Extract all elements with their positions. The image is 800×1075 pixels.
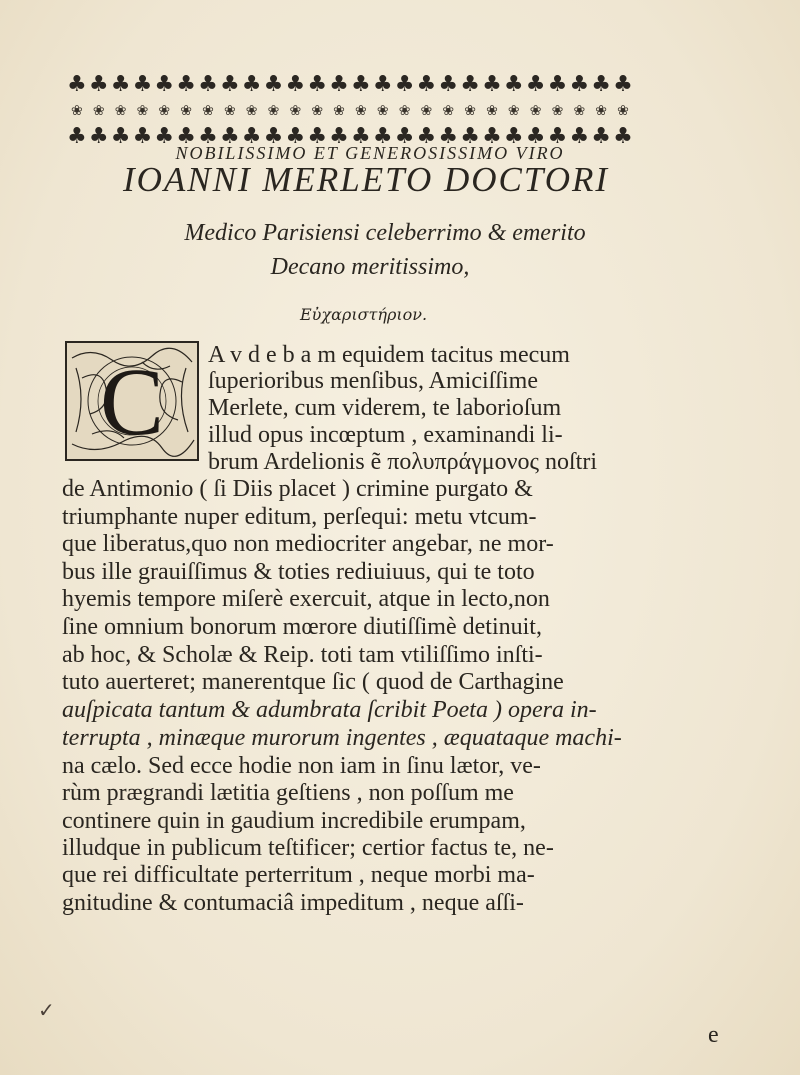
ornament-glyph-icon: ♣ bbox=[482, 72, 502, 97]
ornament-glyph-icon: ♣ bbox=[110, 124, 131, 149]
ornament-glyph-icon: ❀ bbox=[71, 103, 83, 119]
ornament-glyph-icon: ♣ bbox=[285, 124, 306, 149]
ornament-glyph-icon: ♣ bbox=[372, 124, 393, 149]
body-line: continere quin in gaudium incredibile erumpam, bbox=[62, 808, 526, 834]
ornament-row-top bbox=[66, 72, 634, 98]
body-line: Merlete, cum viderem, te laborioſum bbox=[208, 395, 562, 421]
body-line: bus ille grauiſſimus & toties rediuiuus, qui te toto bbox=[62, 559, 535, 585]
ornament-glyph-icon: ♣ bbox=[241, 72, 262, 97]
ornament-glyph-icon: ♣ bbox=[460, 124, 480, 149]
ornament-glyph-icon: ♣ bbox=[307, 72, 328, 97]
ornament-glyph-icon: ❀ bbox=[202, 103, 214, 119]
body-line: hyemis tempore miſerè exercuit, atque in lecto,non bbox=[62, 586, 550, 612]
body-line: brum Ardelionis ẽ πολυπράγμονος noſtri bbox=[208, 449, 598, 475]
ornament-glyph-icon: ♣ bbox=[372, 72, 393, 97]
ornament-glyph-icon: ♣ bbox=[329, 72, 349, 97]
ornament-glyph-icon: ♣ bbox=[394, 72, 415, 97]
body-line: illudque in publicum teſtificer; certior factus te, ne- bbox=[62, 835, 554, 861]
ornament-glyph-icon: ♣ bbox=[460, 72, 480, 97]
ornament-glyph-icon: ❀ bbox=[507, 103, 520, 119]
ornament-glyph-icon: ❀ bbox=[529, 103, 542, 119]
ornament-glyph-icon: ♣ bbox=[132, 124, 153, 149]
body-line: triumphante nuper editum, perſequi: metu vtcum- bbox=[62, 504, 537, 530]
ornament-glyph-icon: ♣ bbox=[67, 124, 87, 149]
ornament-glyph-icon: ❀ bbox=[92, 103, 105, 119]
ornament-glyph-icon: ♣ bbox=[198, 72, 218, 97]
ornament-glyph-icon: ❀ bbox=[267, 103, 280, 119]
ornament-glyph-icon: ♣ bbox=[503, 72, 524, 97]
ornament-glyph-icon: ♣ bbox=[569, 72, 590, 97]
ornament-glyph-icon: ❀ bbox=[573, 103, 586, 119]
ornament-glyph-icon: ❀ bbox=[464, 103, 476, 119]
ornament-glyph-icon: ❀ bbox=[136, 103, 149, 119]
ornament-glyph-icon: ♣ bbox=[110, 72, 131, 97]
body-line: A v d e b a m equidem tacitus mecum bbox=[208, 342, 570, 368]
ornament-glyph-icon: ♣ bbox=[394, 124, 415, 149]
ornament-glyph-icon: ♣ bbox=[198, 124, 218, 149]
ornament-glyph-icon: ♣ bbox=[416, 72, 437, 97]
body-line: que rei difficultate perterritum , neque morbi ma- bbox=[62, 862, 535, 888]
body-line: illud opus incœptum , examinandi li- bbox=[208, 422, 563, 448]
ornament-glyph-icon: ♣ bbox=[219, 72, 240, 97]
dedication-line-3: Medico Parisiensi celeberrimo & emerito bbox=[184, 220, 586, 246]
ornament-glyph-icon: ♣ bbox=[416, 124, 437, 149]
ornament-glyph-icon: ♣ bbox=[67, 72, 87, 97]
body-line: que liberatus,quo non mediocriter angebar, ne mor- bbox=[62, 531, 554, 557]
ornament-glyph-icon: ♣ bbox=[263, 72, 284, 97]
body-line: ſuperioribus menſibus, Amiciſſime bbox=[208, 368, 538, 394]
ornament-glyph-icon: ♣ bbox=[219, 124, 240, 149]
ornament-glyph-icon: ♣ bbox=[503, 124, 524, 149]
ornament-glyph-icon: ❀ bbox=[289, 103, 302, 119]
ornament-glyph-icon: ❀ bbox=[486, 103, 498, 119]
ornament-glyph-icon: ❀ bbox=[311, 103, 324, 119]
ornament-glyph-icon: ♣ bbox=[241, 124, 262, 149]
ornament-glyph-icon: ♣ bbox=[88, 124, 109, 149]
decorated-initial bbox=[62, 338, 202, 464]
ornament-glyph-icon: ♣ bbox=[613, 124, 633, 149]
ornament-glyph-icon: ❀ bbox=[158, 103, 171, 119]
body-line: gnitudine & contumaciâ impeditum , neque aſſi- bbox=[62, 890, 524, 916]
ornament-glyph-icon: ♣ bbox=[307, 124, 328, 149]
ornament-glyph-icon: ♣ bbox=[525, 72, 546, 97]
marginal-mark: ✓ bbox=[38, 998, 55, 1022]
body-line: na cælo. Sed ecce hodie non iam in ſinu lætor, ve- bbox=[62, 753, 541, 779]
ornament-glyph-icon: ♣ bbox=[329, 124, 349, 149]
ornament-glyph-icon: ❀ bbox=[376, 103, 389, 119]
ornament-glyph-icon: ♣ bbox=[482, 124, 502, 149]
body-line: de Antimonio ( ſi Diis placet ) crimine purgato & bbox=[62, 476, 533, 502]
ornament-glyph-icon: ♣ bbox=[438, 72, 459, 97]
catchword: e bbox=[708, 1022, 719, 1048]
ornament-glyph-icon: ♣ bbox=[613, 72, 633, 97]
ornament-glyph-icon: ❀ bbox=[420, 103, 433, 119]
ornament-glyph-icon: ❀ bbox=[355, 103, 367, 119]
body-line: auſpicata tantum & adumbrata ſcribit Poeta ) opera in- bbox=[62, 697, 597, 723]
body-line: ſine omnium bonorum mœrore diutiſſimè detinuit, bbox=[62, 614, 542, 640]
ornament-glyph-icon: ❀ bbox=[442, 103, 455, 119]
ornament-glyph-icon: ♣ bbox=[591, 124, 612, 149]
ornament-glyph-icon: ♣ bbox=[154, 72, 175, 97]
dedication-line-1: NOBILISSIMO ET GENEROSISSIMO VIRO bbox=[175, 143, 565, 163]
ornament-glyph-icon: ♣ bbox=[351, 124, 371, 149]
ornament-glyph-icon: ❀ bbox=[180, 103, 192, 119]
ornament-glyph-icon: ♣ bbox=[285, 72, 306, 97]
ornament-glyph-icon: ❀ bbox=[245, 103, 258, 119]
ornament-glyph-icon: ♣ bbox=[176, 124, 196, 149]
ornament-glyph-icon: ♣ bbox=[591, 72, 612, 97]
body-line: rùm prægrandi lætitia geſtiens , non poſſum me bbox=[62, 780, 514, 806]
ornament-glyph-icon: ♣ bbox=[132, 72, 153, 97]
dedicatee-name: IOANNI MERLETO DOCTORI bbox=[122, 160, 610, 199]
ornament-glyph-icon: ♣ bbox=[547, 124, 568, 149]
ornament-glyph-icon: ❀ bbox=[333, 103, 345, 119]
ornament-glyph-icon: ❀ bbox=[617, 103, 629, 119]
body-line: tuto auerteret; manerentque ſic ( quod de Carthagine bbox=[62, 669, 564, 695]
ornament-glyph-icon: ❀ bbox=[595, 103, 608, 119]
ornament-glyph-icon: ♣ bbox=[154, 124, 175, 149]
ornament-glyph-icon: ♣ bbox=[351, 72, 371, 97]
initial-letter: C bbox=[99, 348, 165, 455]
ornament-glyph-icon: ❀ bbox=[223, 103, 236, 119]
ornament-glyph-icon: ❀ bbox=[551, 103, 564, 119]
body-line: ab hoc, & Scholæ & Reip. toti tam vtiliſſimo inſti- bbox=[62, 642, 543, 668]
ornament-glyph-icon: ♣ bbox=[547, 72, 568, 97]
ornament-glyph-icon: ♣ bbox=[88, 72, 109, 97]
ornament-glyph-icon: ♣ bbox=[176, 72, 196, 97]
body-line: terrupta , minæque murorum ingentes , æquataque machi- bbox=[62, 725, 622, 751]
ornament-glyph-icon: ♣ bbox=[525, 124, 546, 149]
head-ornament-band bbox=[66, 72, 634, 150]
dedication-line-4: Decano meritissimo, bbox=[270, 254, 470, 280]
ornament-glyph-icon: ♣ bbox=[569, 124, 590, 149]
ornament-glyph-icon: ❀ bbox=[398, 103, 411, 119]
ornament-row-middle bbox=[66, 101, 634, 121]
greek-subtitle: Εὐχαριστήριον. bbox=[300, 305, 428, 324]
ornament-glyph-icon: ❀ bbox=[114, 103, 127, 119]
ornament-glyph-icon: ♣ bbox=[263, 124, 284, 149]
ornament-glyph-icon: ♣ bbox=[438, 124, 459, 149]
decorated-initial-icon bbox=[62, 338, 202, 464]
